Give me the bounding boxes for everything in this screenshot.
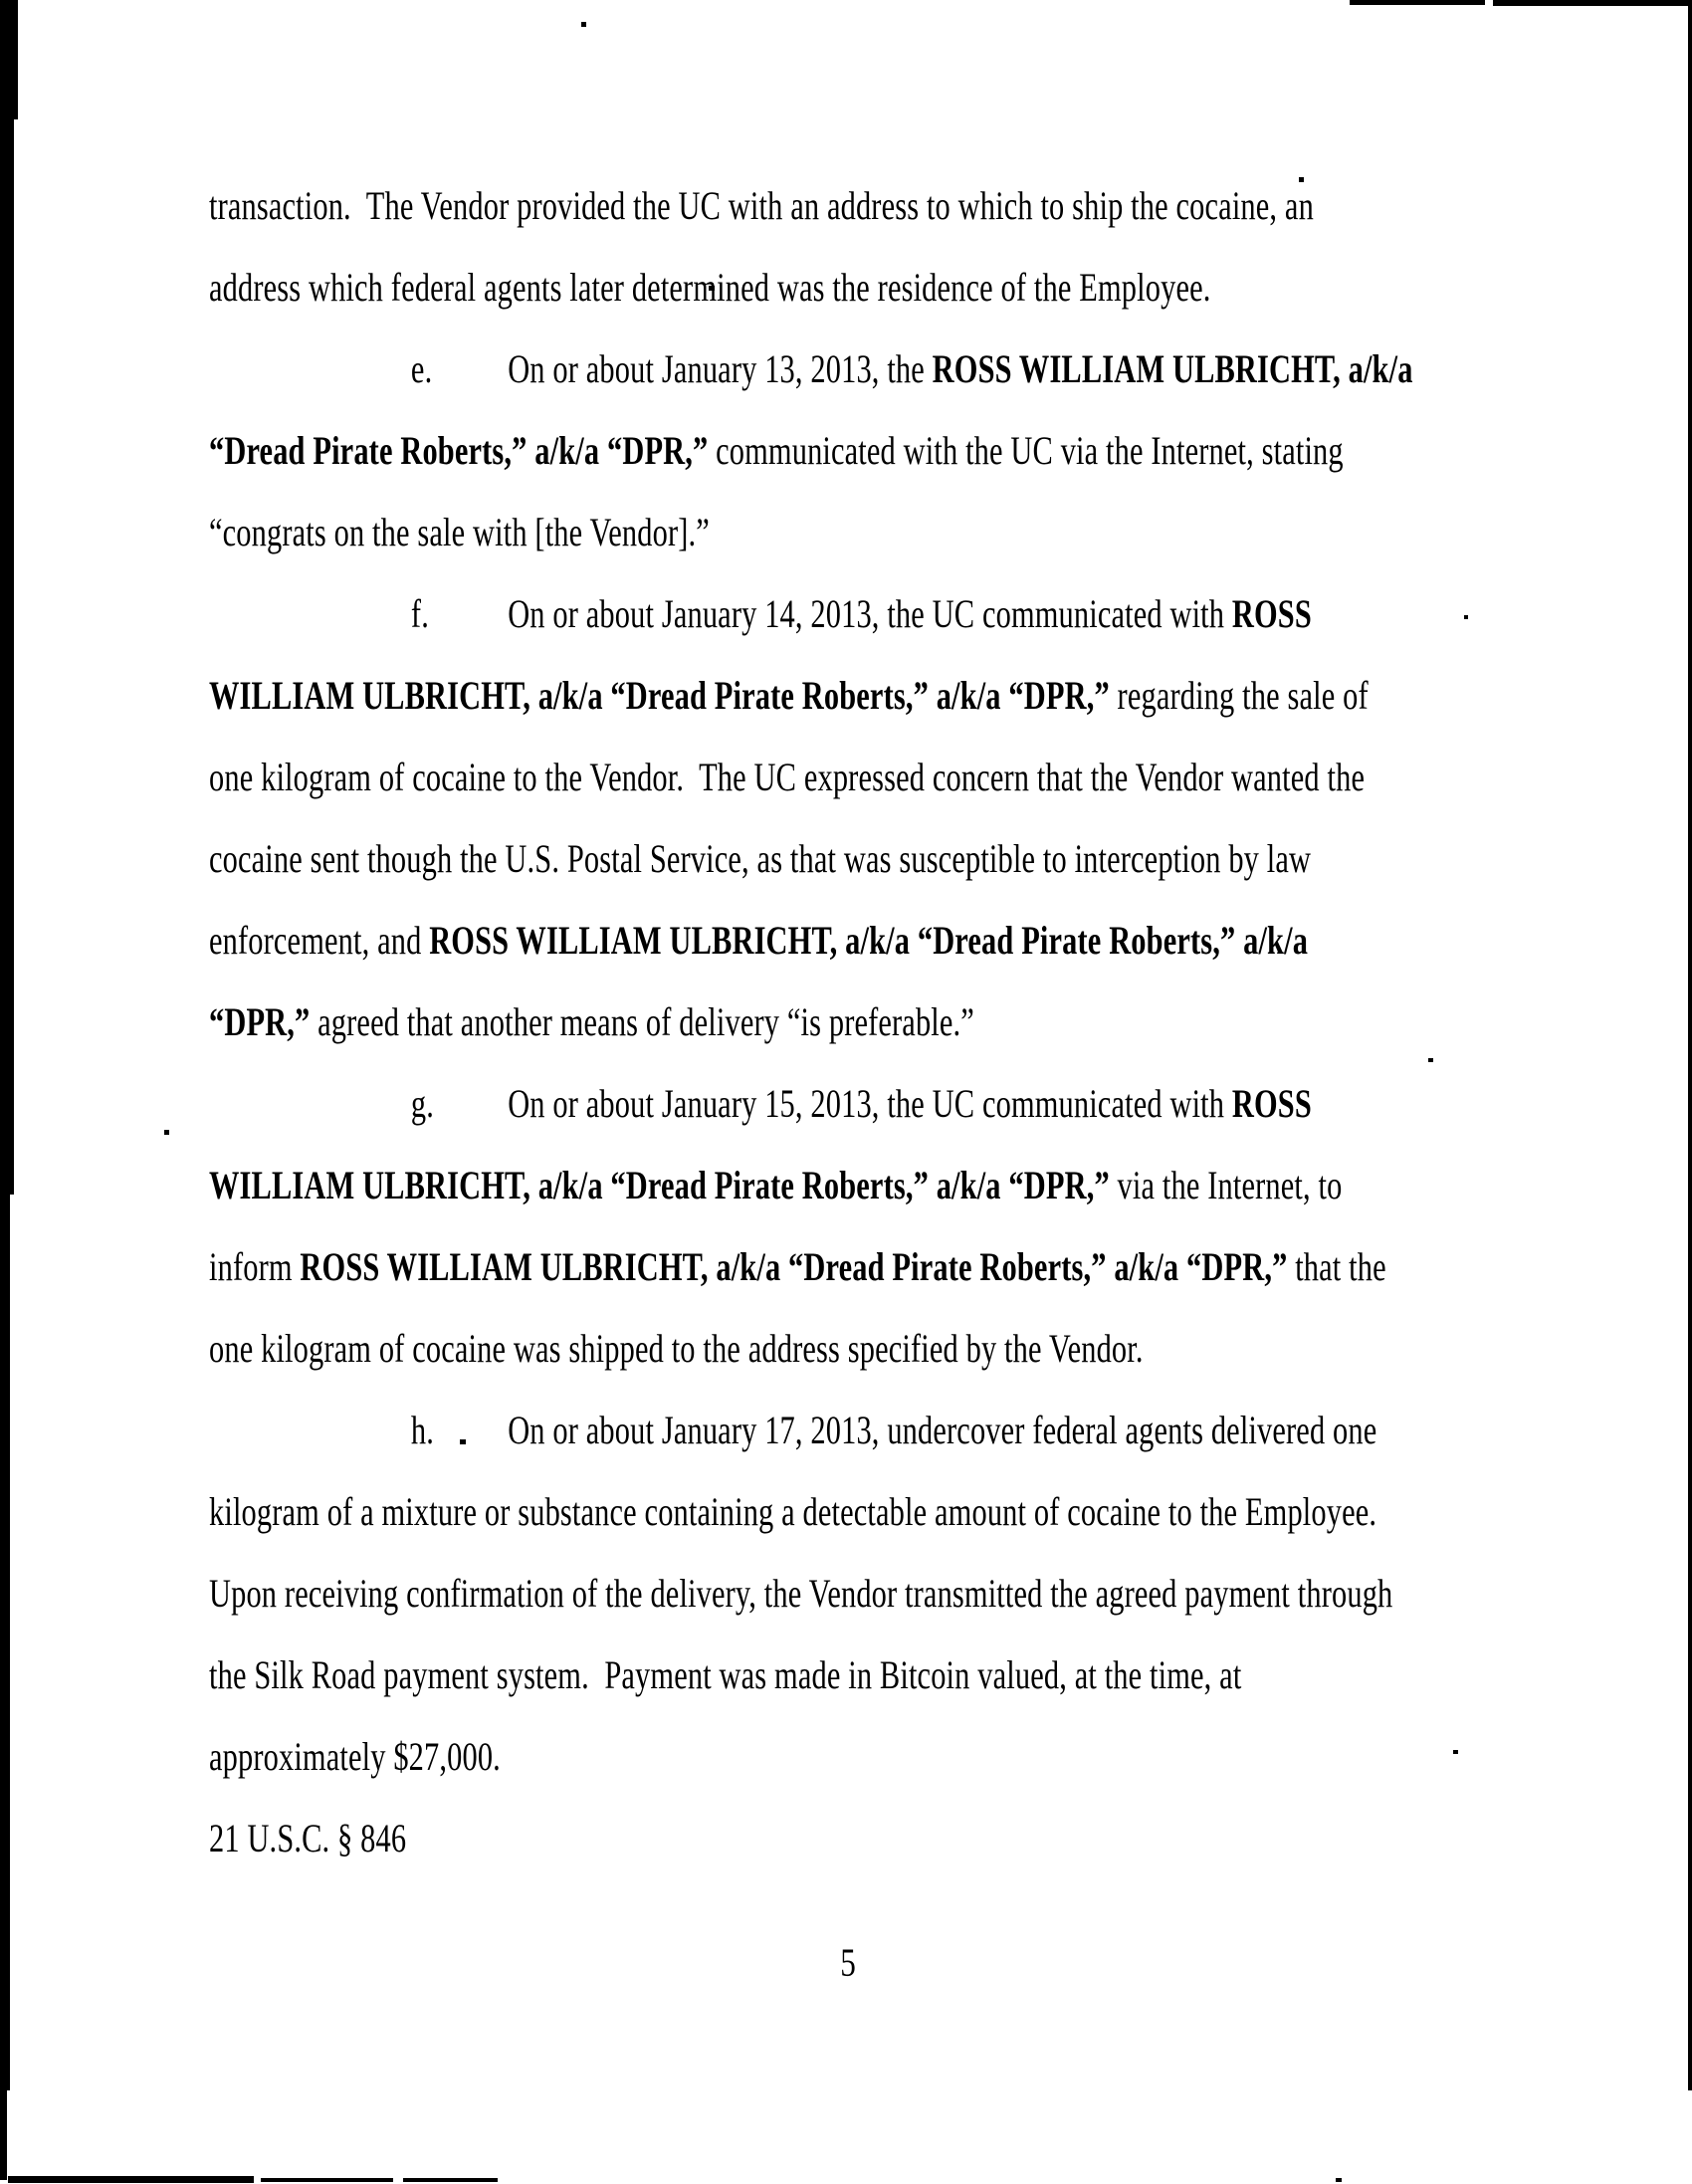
document-line: [209, 1145, 1343, 1226]
document-line: [209, 1553, 1393, 1635]
document-line: [209, 1798, 1268, 1879]
text-segment-bold: ROSS WILLIAM ULBRICHT, a/k/a “Dread Pirate Roberts,” a/k/a “DPR,”: [300, 1244, 1288, 1289]
document-line: [209, 328, 1413, 410]
text-segment: Upon receiving confirmation of the delivery, the Vendor transmitted the agreed payment through: [209, 1571, 1393, 1616]
text-segment: agreed that another means of delivery “is preferable.”: [310, 999, 974, 1044]
document-line: [209, 737, 1366, 818]
text-segment-bold: “Dread Pirate Roberts,” a/k/a “DPR,”: [209, 428, 709, 473]
document-line: [209, 573, 1312, 655]
text-segment: that the: [1287, 1244, 1386, 1289]
document-line: [209, 818, 1312, 900]
document-text-block: [209, 165, 1602, 1879]
text-segment: cocaine sent though the U.S. Postal Service, as that was susceptible to interception by law: [209, 836, 1312, 881]
scan-edge-left-bottom: [0, 2080, 7, 2180]
text-segment-bold: ROSS WILLIAM ULBRICHT, a/k/a “Dread Pirate Roberts,” a/k/a: [429, 918, 1309, 963]
page-number: 5: [840, 1940, 856, 1985]
scan-edge-bottom-b: [261, 2178, 393, 2182]
text-segment-bold: ROSS WILLIAM ULBRICHT, a/k/a: [932, 346, 1413, 391]
paragraph-label: g.: [410, 1081, 435, 1126]
document-line: [209, 1226, 1386, 1308]
scan-edge-right: [1688, 0, 1692, 2090]
scan-speck: [581, 22, 586, 27]
text-segment: address which federal agents later determined was the residence of the Employee.: [209, 265, 1211, 310]
text-segment: one kilogram of cocaine was shipped to the address specified by the Vendor.: [209, 1326, 1144, 1371]
document-line: [209, 900, 1309, 982]
document-line: [209, 1308, 1268, 1390]
paragraph-label: h.: [410, 1408, 435, 1452]
text-segment-bold: WILLIAM ULBRICHT, a/k/a “Dread Pirate Roberts,” a/k/a “DPR,”: [209, 1163, 1110, 1207]
paragraph-label: f.: [410, 591, 429, 636]
text-segment: communicated with the UC via the Internet, stating: [708, 428, 1344, 473]
text-segment: the Silk Road payment system. Payment was made in Bitcoin valued, at the time, at: [209, 1652, 1242, 1697]
text-segment-bold: WILLIAM ULBRICHT, a/k/a “Dread Pirate Roberts,” a/k/a “DPR,”: [209, 673, 1110, 718]
scan-edge-left-lower: [0, 1195, 10, 2090]
text-segment: On or about January 15, 2013, the UC communicated with: [508, 1081, 1232, 1126]
scan-speck: [1336, 2178, 1342, 2182]
document-line: [209, 1471, 1377, 1553]
document-line: [209, 1063, 1312, 1145]
text-segment: inform: [209, 1244, 301, 1289]
scan-edge-top-right-a: [1350, 0, 1485, 5]
document-line: [209, 1390, 1377, 1471]
scan-edge-left-upper: [0, 0, 14, 1195]
text-segment: via the Internet, to: [1109, 1163, 1343, 1207]
paragraph-label: e.: [410, 346, 433, 391]
text-segment-bold: ROSS: [1231, 591, 1312, 636]
text-segment: 21 U.S.C. § 846: [209, 1816, 407, 1860]
document-line: [209, 165, 1314, 247]
scan-edge-bottom-a: [8, 2176, 254, 2183]
text-segment: On or about January 14, 2013, the UC communicated with: [508, 591, 1232, 636]
scan-edge-top-right-b: [1493, 0, 1692, 6]
document-line: [209, 1635, 1268, 1716]
scan-edge-bottom-c: [403, 2178, 498, 2182]
text-segment: On or about January 13, 2013, the: [508, 346, 933, 391]
document-line: [209, 655, 1369, 737]
text-segment: one kilogram of cocaine to the Vendor. The UC expressed concern that the Vendor wanted the: [209, 755, 1366, 799]
text-segment-bold: “DPR,”: [209, 999, 311, 1044]
document-line: [209, 1716, 1268, 1798]
text-segment: transaction. The Vendor provided the UC with an address to which to ship the cocaine, an: [209, 183, 1314, 228]
document-line: [209, 492, 1268, 573]
text-segment-bold: ROSS: [1231, 1081, 1312, 1126]
document-line: [209, 247, 1268, 328]
text-segment: approximately $27,000.: [209, 1734, 501, 1779]
text-segment: On or about January 17, 2013, undercover federal agents delivered one: [508, 1408, 1377, 1452]
text-segment: enforcement, and: [209, 918, 430, 963]
text-segment: regarding the sale of: [1109, 673, 1369, 718]
document-line: [209, 410, 1344, 492]
document-line: [209, 982, 1268, 1063]
scan-speck: [164, 1130, 169, 1135]
text-segment: “congrats on the sale with [the Vendor].”: [209, 510, 710, 554]
text-segment: kilogram of a mixture or substance containing a detectable amount of cocaine to the Employee.: [209, 1489, 1377, 1534]
